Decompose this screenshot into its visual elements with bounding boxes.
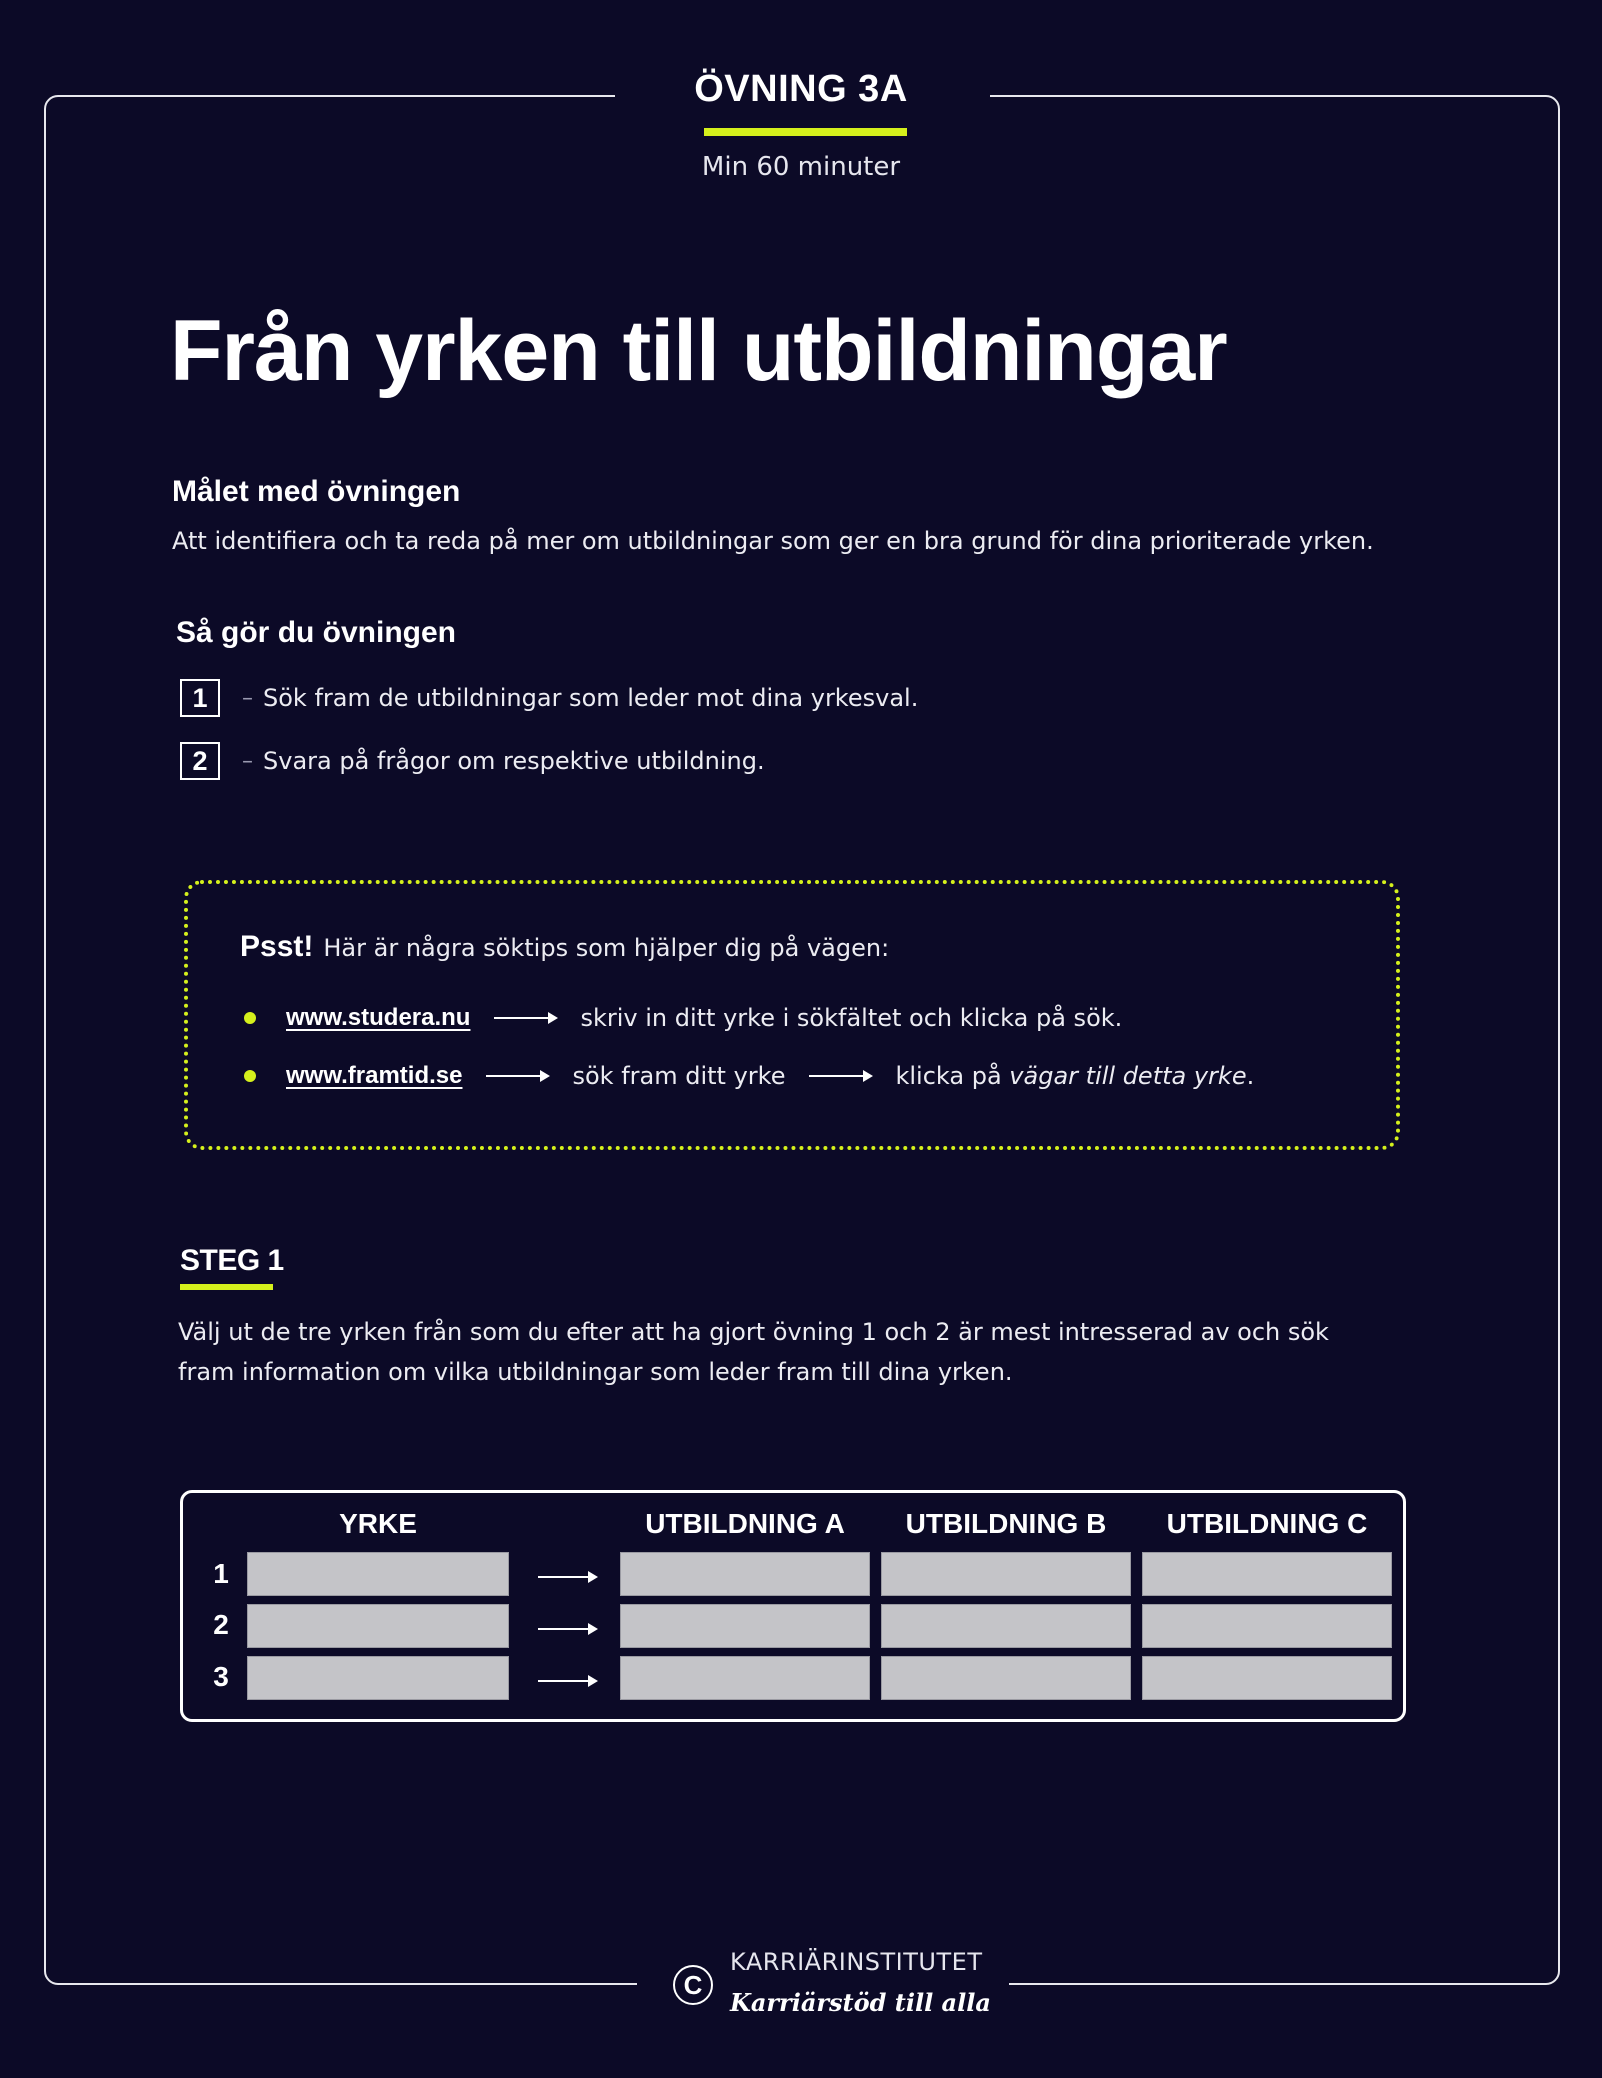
step1-text-line2: fram information om vilka utbildningar som leder fram till dina yrken. [178,1358,1013,1386]
tip-item [244,1004,1122,1032]
utbildning-b-input-1[interactable] [881,1552,1131,1596]
step-text: Svara på frågor om respektive utbildning. [263,747,765,775]
step-dash: – [242,748,253,774]
step1-label: STEG 1 [180,1244,284,1277]
step-dash: – [242,685,253,711]
table-header-utbildning-c: UTBILDNING C [1166,1508,1368,1539]
arrow-right-icon [538,1628,596,1630]
arrow-right-icon [538,1680,596,1682]
howto-heading: Så gör du övningen [176,616,457,649]
yrke-input-3[interactable] [247,1656,509,1700]
tip-text: sök fram ditt yrke [572,1062,786,1090]
howto-step [180,742,765,780]
table-header-utbildning-b: UTBILDNING B [905,1508,1107,1539]
tip-text-period: . [1246,1062,1255,1090]
utbildning-c-input-1[interactable] [1142,1552,1392,1596]
link-studera[interactable]: www.studera.nu [286,1004,471,1031]
tip-item [244,1062,1254,1090]
tips-intro-text: Här är några söktips som hjälper dig på vägen: [323,934,890,962]
brand-tagline: Karriärstöd till alla [730,1988,991,2017]
howto-step [180,679,918,717]
utbildning-b-input-3[interactable] [881,1656,1131,1700]
utbildning-a-input-3[interactable] [620,1656,870,1700]
tip-text-part: klicka på [895,1062,1002,1090]
utbildning-a-input-2[interactable] [620,1604,870,1648]
utbildning-a-input-1[interactable] [620,1552,870,1596]
yrke-input-2[interactable] [247,1604,509,1648]
copyright-icon: C [673,1965,713,2005]
exercise-label-underline [704,128,907,136]
exercise-label: ÖVNING 3A [694,68,908,110]
link-framtid[interactable]: www.framtid.se [286,1062,463,1089]
arrow-right-icon [494,1017,556,1019]
arrow-right-icon [809,1075,871,1077]
tips-intro [240,930,889,964]
table-row-number: 2 [213,1609,229,1640]
goal-text: Att identifiera och ta reda på mer om utbildningar som ger en bra grund för dina prioriterade yrken. [172,527,1374,555]
utbildning-c-input-2[interactable] [1142,1604,1392,1648]
brand-name: KARRIÄRINSTITUTET [730,1948,983,1976]
arrow-right-icon [538,1576,596,1578]
utbildning-c-input-3[interactable] [1142,1656,1392,1700]
tip-text: skriv in ditt yrke i sökfältet och klicka på sök. [580,1004,1123,1032]
tip-text-italic: vägar till detta yrke [1009,1062,1247,1090]
bullet-icon [244,1012,256,1024]
tip-text [895,1062,1254,1090]
step1-text-line1: Välj ut de tre yrken från som du efter att ha gjort övning 1 och 2 är mest intresserad av och sök [178,1318,1329,1346]
step-number-box: 1 [180,679,220,717]
goal-heading: Målet med övningen [172,475,461,508]
exercise-duration: Min 60 minuter [701,152,901,182]
page-title: Från yrken till utbildningar [170,303,1227,399]
arrow-right-icon [486,1075,548,1077]
step-text: Sök fram de utbildningar som leder mot dina yrkesval. [263,684,919,712]
utbildning-b-input-2[interactable] [881,1604,1131,1648]
bullet-icon [244,1070,256,1082]
step1-underline [180,1284,273,1290]
yrke-input-1[interactable] [247,1552,509,1596]
table-row-number: 3 [213,1661,229,1692]
table-header-yrke: YRKE [339,1508,417,1539]
table-header-utbildning-a: UTBILDNING A [645,1508,845,1539]
step-number-box: 2 [180,742,220,780]
psst-label: Psst! [240,930,314,963]
table-row-number: 1 [213,1558,229,1589]
